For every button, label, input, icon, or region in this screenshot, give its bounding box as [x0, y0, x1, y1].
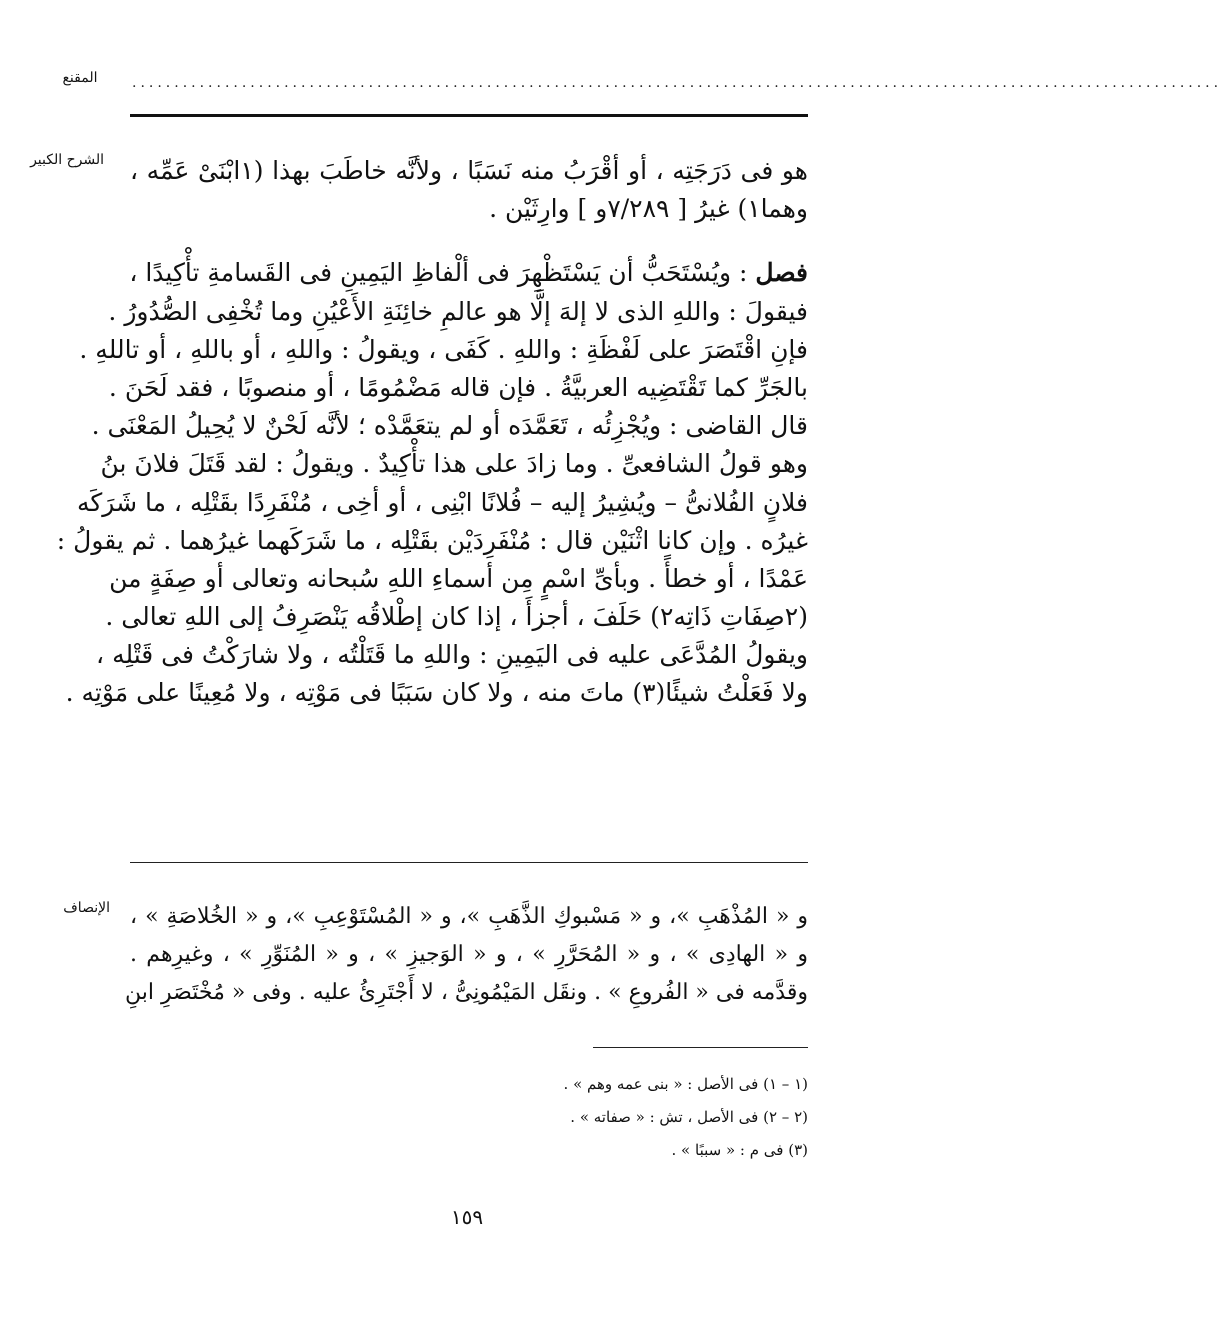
fasl-line-text: : ويُسْتَحَبُّ أن يَسْتَظْهِرَ فى ألْفاظِ اليَمِينِ فى القَسامةِ تأْكِيدًا ، — [129, 258, 756, 288]
insaf-line: و « الهادِى » ، و « المُحَرَّرِ » ، و « الوَجيزِ » ، و « المُنَوِّرِ » ، وغيرِهم . — [130, 942, 808, 968]
running-header-title: المقنع — [62, 70, 98, 86]
margin-label-insaf: الإنصاف — [63, 900, 110, 916]
text-line: فلانٍ الفُلانىُّ – ويُشِيرُ إليه – فُلانًا ابْنِى ، أو أخِى ، مُنْفَرِدًا بقَتْلِه ، ما شَرَكَه — [76, 487, 808, 517]
text-line: ويقولُ المُدَّعَى عليه فى اليَمِينِ : واللهِ ما قَتَلْتُه ، ولا شارَكْتُ فى قَتْلِه ، — [96, 640, 808, 670]
footnote-rule — [593, 1047, 808, 1048]
insaf-line: و « المُذْهَبِ »، و « مَسْبوكِ الذَّهَبِ »، و « المُسْتَوْعِبِ »، و « الخُلاصَةِ » ، — [130, 904, 808, 929]
text-line: قال القاضى : ويُجْزِئُه ، تَعَمَّدَه أو لم يتعَمَّدْه ؛ لأنَّه لَحْنٌ لا يُحِيلُ المَعْنَى . — [91, 411, 808, 441]
text-line: وهو قولُ الشافعىِّ . وما زادَ على هذا تأْكِيدٌ . ويقولُ : لقد قَتَلَ فلانَ بنُ — [100, 449, 808, 479]
paragraph-1 — [130, 152, 808, 228]
footnote-3: (٣) فى م : « سببًا » . — [671, 1141, 808, 1159]
paragraph-gap — [130, 228, 808, 254]
header-rule — [130, 114, 808, 117]
paragraph-2 — [56, 254, 808, 712]
insaf-text — [125, 896, 808, 1011]
text-line: هو فى دَرَجَتِه ، أو أقْرَبُ منه نَسَبًا ، ولأنَّه خاطَبَ بهذا (١ابْنَىْ عَمِّه ، — [130, 156, 808, 185]
text-line: فيقولَ : واللهِ الذى لا إلهَ إلَّا هو عالمِ خائِنَةِ الأَعْيُنِ وما تُخْفِى الصُّدُورُ . — [108, 296, 808, 326]
insaf-line: وقدَّمه فى « الفُروعِ » . ونقَل المَيْمُونِىُّ ، لا أَجْتَرِئُ عليه . وفى « مُخْتَصَرِ ابنِ — [125, 980, 808, 1006]
footnote-1: (١ – ١) فى الأصل : « بنى عمه وهم » . — [563, 1075, 808, 1093]
text-line: بالجَرِّ كما تَقْتَضِيه العربيَّةُ . فإن قاله مَضْمُومًا ، أو منصوبًا ، فقد لَحَنَ . — [108, 372, 808, 402]
text-line: فإنِ اقْتَصَرَ على لَفْظَةِ : واللهِ . كَفَى ، ويقولُ : واللهِ ، أو باللهِ ، أو تاللهِ . — [79, 334, 808, 364]
fasl-heading: فصل — [755, 258, 808, 288]
page-number: ١٥٩ — [450, 1205, 484, 1229]
footnote-2: (٢ – ٢) فى الأصل ، تش : « صفاته » . — [570, 1108, 808, 1126]
section-separator — [130, 862, 808, 863]
text-line: عَمْدًا ، أو خطأً . وبأىِّ اسْمٍ مِن أسماءِ اللهِ سُبحانه وتعالى أو صِفَةٍ من — [109, 563, 808, 593]
footnotes — [330, 1068, 808, 1167]
text-line: غيرُه . وإن كانا اثْنَيْن قال : مُنْفَرِدَيْن بقَتْلِه ، ما شَرَكَهما غيرُهما . ثم يقولُ : — [56, 525, 808, 555]
text-line: (٢صِفَاتِ ذَاتِه٢) حَلَفَ ، أجزأَ ، إذا كان إطْلاقُه يَنْصَرِفُ إلى اللهِ تعالى . — [105, 602, 808, 632]
header-dot-leader: ................................................................................................................................. — [132, 75, 1222, 91]
text-line: ولا فَعَلْتُ شيئًا(٣) ماتَ منه ، ولا كان سَبَبًا فى مَوْتِه ، ولا مُعِينًا على مَوْتِه . — [65, 678, 808, 708]
text-line: وهما١) غيرُ [ ٧/٢٨٩و ] وارِثَيْن . — [489, 194, 808, 224]
text-line-fasl — [130, 254, 808, 292]
margin-label-sharh: الشرح الكبير — [30, 152, 104, 168]
